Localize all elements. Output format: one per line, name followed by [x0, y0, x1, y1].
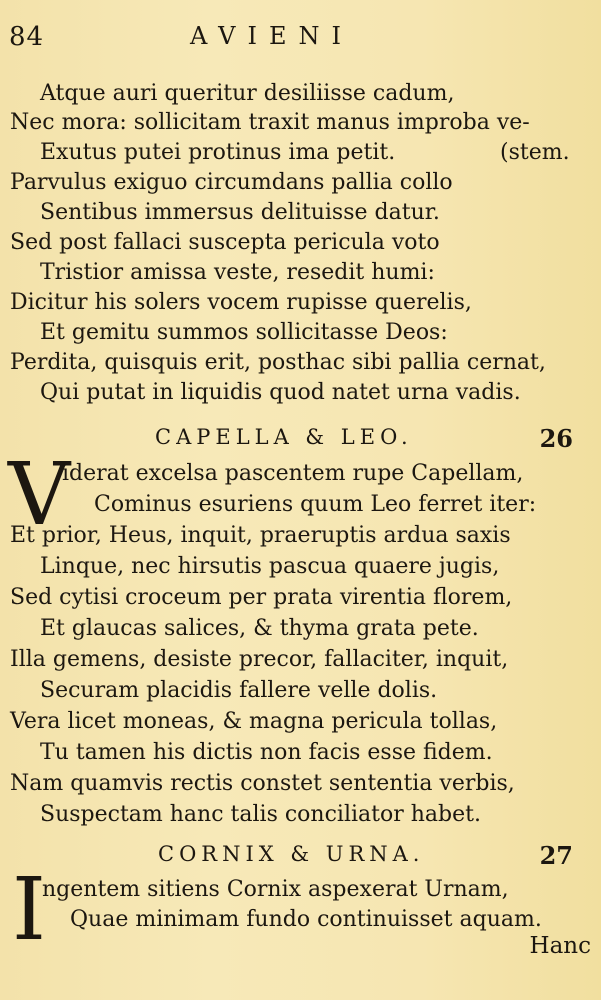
verse-line: Sed cytisi croceum per prata virentia florem,	[10, 585, 513, 610]
fable-number: 26	[539, 424, 573, 453]
verse-line: Parvulus exiguo circumdans pallia collo	[10, 170, 453, 195]
fable-title: CAPELLA & LEO.	[155, 425, 413, 449]
verse-line: Dicitur his solers vocem rupisse querelis,	[10, 290, 472, 315]
catchword: Hanc	[529, 933, 591, 959]
verse-line: Illa gemens, desiste precor, fallaciter, inquit,	[10, 647, 509, 672]
verse-line: Quae minimam fundo continuisset aquam.	[70, 907, 542, 932]
drop-capital: I	[12, 860, 46, 960]
verse-line: Securam placidis fallere velle dolis.	[40, 678, 438, 703]
verse-line: Exutus putei protinus ima petit.	[40, 140, 396, 165]
fable-number: 27	[539, 841, 573, 870]
verse-line: Qui putat in liquidis quod natet urna vadis.	[40, 380, 521, 405]
verse-line: iderat excelsa pascentem rupe Capellam,	[62, 461, 524, 486]
verse-line: ngentem sitiens Cornix aspexerat Urnam,	[42, 877, 509, 902]
verse-line-turnover: (stem.	[500, 140, 570, 165]
verse-line: Perdita, quisquis erit, posthac sibi pallia cernat,	[10, 350, 546, 375]
verse-line: Suspectam hanc talis conciliator habet.	[40, 802, 481, 827]
fable-title: CORNIX & URNA.	[158, 842, 425, 866]
verse-line: Tu tamen his dictis non facis esse fidem.	[40, 740, 493, 765]
page-number: 84	[9, 22, 45, 52]
verse-line: Atque auri queritur desiliisse cadum,	[40, 81, 455, 106]
verse-line: Sentibus immersus delituisse datur.	[40, 200, 440, 225]
verse-line: Nam quamvis rectis constet sententia verbis,	[10, 771, 515, 796]
verse-line: Et gemitu summos sollicitasse Deos:	[40, 320, 448, 345]
verse-line: Et prior, Heus, inquit, praeruptis ardua saxis	[10, 523, 511, 548]
drop-capital: V	[8, 445, 71, 545]
verse-line: Sed post fallaci suscepta pericula voto	[10, 230, 440, 255]
verse-line: Linque, nec hirsutis pascua quaere jugis,	[40, 554, 500, 579]
running-title: AVIENI	[190, 22, 353, 50]
verse-line: Cominus esuriens quum Leo ferret iter:	[94, 492, 537, 517]
verse-line: Tristior amissa veste, resedit humi:	[40, 260, 435, 285]
verse-line: Nec mora: sollicitam traxit manus improba ve-	[10, 110, 530, 135]
verse-line: Vera licet moneas, & magna pericula tollas,	[10, 709, 498, 734]
verse-line: Et glaucas salices, & thyma grata pete.	[40, 616, 479, 641]
